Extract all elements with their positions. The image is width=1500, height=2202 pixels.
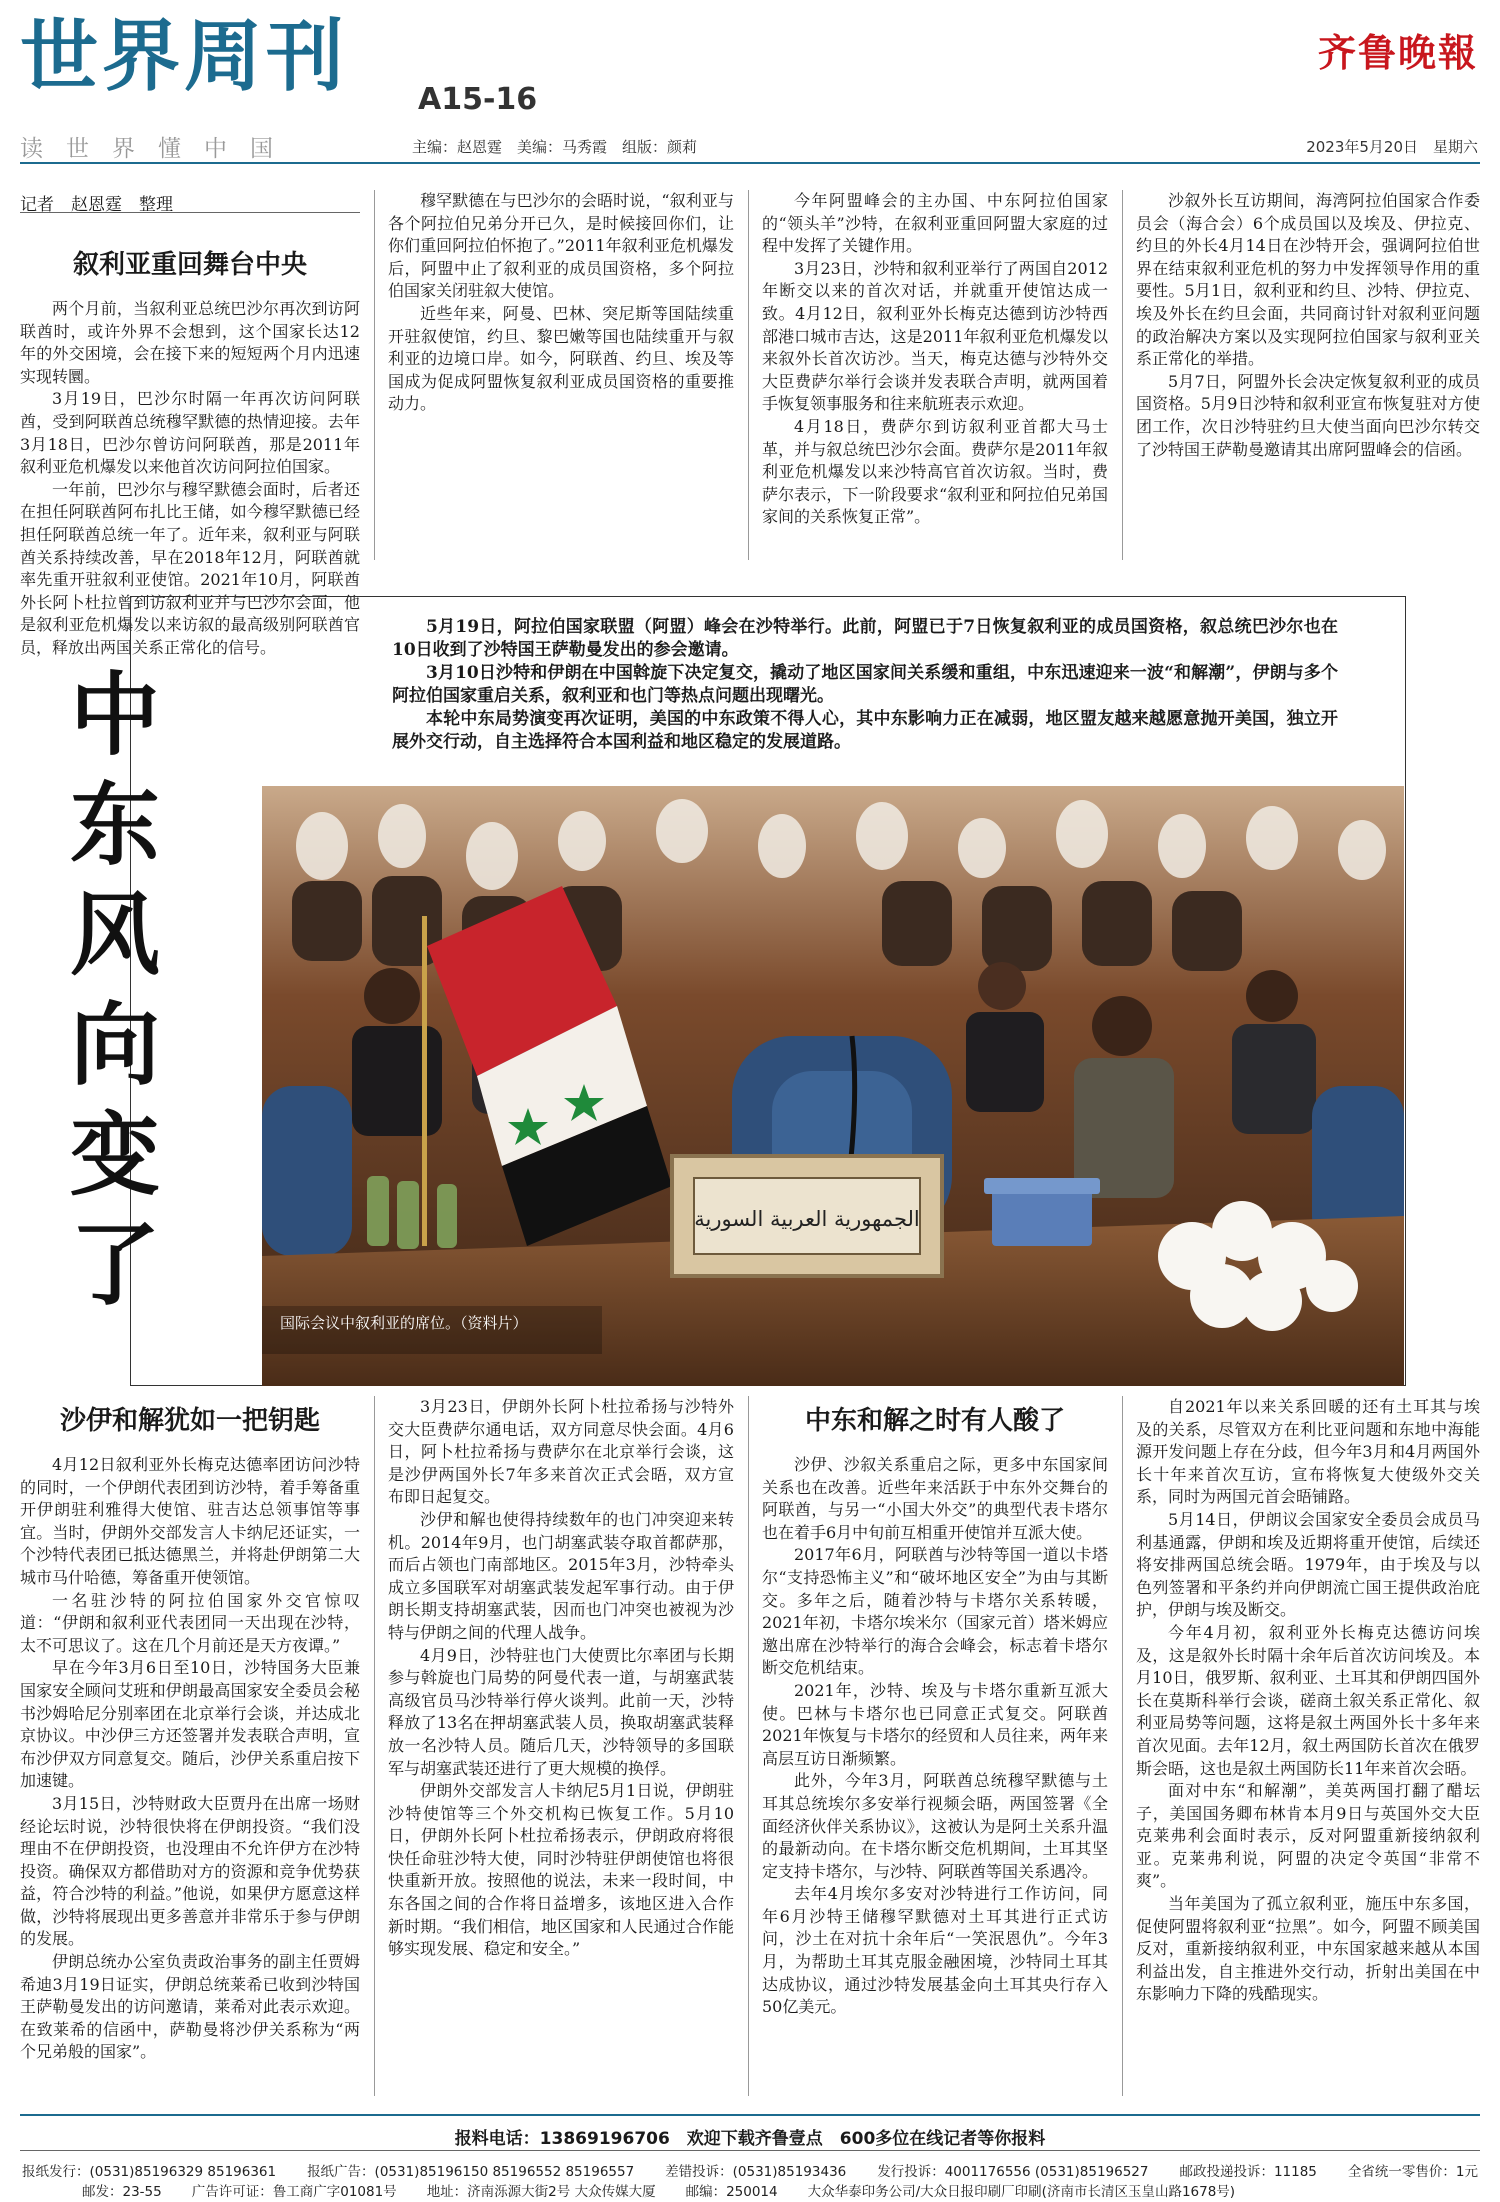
placard-text: الجمهورية العربية السورية <box>694 1207 920 1231</box>
photo-caption: 国际会议中叙利亚的席位。（资料片） <box>280 1314 528 1332</box>
column-divider <box>1122 1396 1123 2096</box>
feature-photo <box>262 786 1404 1386</box>
article-top-col-1 <box>20 240 360 657</box>
article-paragraph: 两个月前，当叙利亚总统巴沙尔再次到访阿联酋时，或许外界不会想到，这个国家长达12年的外交困境，会在接下来的短短两个月内迅速实现转圜。 <box>20 299 360 386</box>
article-bottom-col-1 <box>20 1396 360 2102</box>
column-divider <box>374 190 375 560</box>
article-headline: 叙利亚重回舞台中央 <box>72 250 307 280</box>
footer-item: 报纸广告：(0531)85196150 85196552 85196557 <box>307 2164 635 2180</box>
footer-item: 大众华泰印务公司/大众日报印刷厂印刷(济南市长清区玉皇山路1678号) <box>807 2184 1236 2200</box>
conference-photo <box>262 786 1404 1386</box>
column-divider <box>374 1396 375 2096</box>
article-paragraph: 4月12日叙利亚外长梅克达德率团访问沙特的同时，一个伊朗代表团到访沙特，着手筹备重开伊朗驻利雅得大使馆、驻吉达总领事馆等事宜。当时，伊朗外交部发言人卡纳尼还证实，一个沙特代表团已抵达德黑兰，并将赴伊朗第二大城市马什哈德，筹备重开使领馆。 <box>20 1455 360 1587</box>
article-paragraph: 沙伊、沙叙关系重启之际，更多中东国家间关系也在改善。近些年来活跃于中东外交舞台的阿联酋，与另一“小国大外交”的典型代表卡塔尔也在着手6月中旬前互相重开使馆并互派大使。 <box>762 1455 1108 1542</box>
article-paragraph: 3月15日，沙特财政大臣贾丹在出席一场财经论坛时说，沙特很快将在伊朗投资。“我们没理由不在伊朗投资，也没理由不允许伊方在沙特投资。确保双方都借助对方的资源和竞争优势获益，符合沙特的利益。”他说，如果伊方愿意这样做，沙特将展现出更多善意并非常乐于参与伊朗的发展。 <box>20 1793 360 1949</box>
footer-address <box>22 2180 1478 2200</box>
newspaper-logo: 齐鲁晚報 <box>1317 30 1478 75</box>
column-divider <box>748 1396 749 2096</box>
article-paragraph: 5月14日，伊朗议会国家安全委员会成员马利基通露，伊朗和埃及近期将重开使馆，后续还将安排两国总统会晤。1979年，由于埃及与以色列签署和平条约并向伊朗流亡国王提供政治庇护，伊朗与埃及断交。 <box>1136 1509 1480 1620</box>
byline-divider <box>20 212 360 213</box>
article-paragraph: 一名驻沙特的阿拉伯国家外交官惊叹道：“伊朗和叙利亚代表团同一天出现在沙特，太不可思议了。这在几个月前还是天方夜谭。” <box>20 1590 360 1655</box>
lead-paragraph: 3月10日沙特和伊朗在中国斡旋下决定复交，撬动了地区国家间关系缓和重组，中东迅速迎来一波“和解潮”，伊朗与多个阿拉伯国家重启关系，叙利亚和也门等热点问题出现曙光。 <box>392 663 1338 706</box>
article-paragraph: 自2021年以来关系回暖的还有土耳其与埃及的关系，尽管双方在利比亚问题和东地中海能源开发问题上存在分歧，但今年3月和4月两国外长十年来首次互访，宣布将恢复大使级外交关系，同时为两国元首会晤铺路。 <box>1136 1397 1480 1507</box>
article-paragraph: 3月19日，巴沙尔时隔一年再次访问阿联酋，受到阿联酋总统穆罕默德的热情迎接。去年3月18日，巴沙尔曾访问阿联酋，那是2011年叙利亚危机爆发以来他首次访问阿拉伯国家。 <box>20 389 360 477</box>
article-paragraph: 去年4月埃尔多安对沙特进行工作访问，同年6月沙特王储穆罕默德对土耳其进行正式访问，沙土在对抗十余年后“一笑泯恩仇”。今年3月，为帮助土耳其克服金融困境，沙特同土耳其达成协议，通过沙特发展基金向土耳其央行存入50亿美元。 <box>762 1884 1108 2017</box>
issue-date: 2023年5月20日 星期六 <box>1306 138 1478 156</box>
feature-headline: 中东风向变了 <box>70 662 160 1318</box>
article-top-col-3 <box>762 190 1108 558</box>
column-divider <box>1122 190 1123 560</box>
article-paragraph: 此外，今年3月，阿联酋总统穆罕默德与土耳其总统埃尔多安举行视频会晤，两国签署《全面经济伙伴关系协议》，这被认为是阿土关系升温的最新动向。在卡塔尔断交危机期间，土耳其坚定支持卡塔尔，与沙特、阿联酋等国关系遇冷。 <box>762 1771 1108 1881</box>
masthead-divider <box>20 162 1480 164</box>
footer-divider <box>20 2150 1480 2151</box>
footer-item: 邮政投递投诉：11185 <box>1179 2164 1317 2180</box>
footer-contacts <box>22 2160 1478 2180</box>
editor-credits: 主编：赵恩霆 美编：马秀霞 组版：颜莉 <box>412 138 698 156</box>
article-paragraph: 3月23日，沙特和叙利亚举行了两国自2012年断交以来的首次对话，并就重开使馆达成一致。4月12日，叙利亚外长梅克达德到访沙特西部港口城市吉达，这是2011年叙利亚危机爆发以来叙外长首次访沙。当天，梅克达德与沙特外交大臣费萨尔举行会谈并发表联合声明，就两国着手恢复领事服务和往来航班表示欢迎。 <box>762 258 1108 414</box>
footer-item: 邮发：23-55 <box>82 2184 162 2200</box>
article-paragraph: 沙伊和解也使得持续数年的也门冲突迎来转机。2014年9月，也门胡塞武装夺取首都萨那，而后占领也门南部地区。2015年3月，沙特牵头成立多国联军对胡塞武装发起军事行动。由于伊朗长期支持胡塞武装，因而也门冲突也被视为沙特与伊朗之间的代理人战争。 <box>388 1509 734 1642</box>
article-paragraph: 5月7日，阿盟外长会决定恢复叙利亚的成员国资格。5月9日沙特和叙利亚宣布恢复驻对方使团工作，次日沙特驻约旦大使当面向巴沙尔转交了沙特国王萨勒曼邀请其出席阿盟峰会的信函。 <box>1136 371 1480 459</box>
article-paragraph: 伊朗外交部发言人卡纳尼5月1日说，伊朗驻沙特使馆等三个外交机构已恢复工作。5月10日，伊朗外长阿卜杜拉希扬表示，伊朗政府将很快任命驻沙特大使，同时沙特驻伊朗使馆也将很快重新开放。按照他的说法，未来一段时间，中东各国之间的合作将日益增多，该地区进入合作新时期。“我们相信，地区国家和人民通过合作能够实现发展、稳定和安全。” <box>388 1781 734 1959</box>
article-paragraph: 面对中东“和解潮”，美英两国打翻了醋坛子，美国国务卿布林肯本月9日与英国外交大臣克莱弗利会面时表示，反对阿盟重新接纳叙利亚。克莱弗利说，阿盟的决定令英国“非常不爽”。 <box>1136 1781 1480 1891</box>
article-bottom-col-3 <box>762 1396 1108 2102</box>
article-paragraph: 今年4月初，叙利亚外长梅克达德访问埃及，这是叙外长时隔十余年后首次访问埃及。本月10日，俄罗斯、叙利亚、土耳其和伊朗四国外长在莫斯科举行会谈，磋商土叙关系正常化、叙利亚局势等问题，这将是叙土两国外长十多年来首次见面。去年12月，叙土两国防长首次在俄罗斯会晤，这也是叙土两国防长11年来首次会晤。 <box>1136 1622 1480 1778</box>
article-paragraph: 当年美国为了孤立叙利亚，施压中东多国，促使阿盟将叙利亚“拉黑”。如今，阿盟不顾美国反对，重新接纳叙利亚，中东国家越来越从本国利益出发，自主推进外交行动，折射出美国在中东影响力下降的残酷现实。 <box>1136 1894 1480 2004</box>
article-paragraph: 近些年来，阿曼、巴林、突尼斯等国陆续重开驻叙使馆，约旦、黎巴嫩等国也陆续重开与叙利亚的边境口岸。如今，阿联酋、约旦、埃及等国成为促成阿盟恢复叙利亚成员国资格的重要推动力。 <box>388 303 734 414</box>
footer-item: 地址：济南泺源大街2号 大众传媒大厦 <box>426 2184 656 2200</box>
footer-item: 差错投诉：(0531)85193436 <box>665 2164 847 2180</box>
footer-item: 报纸发行：(0531)85196329 85196361 <box>22 2164 277 2180</box>
footer-divider <box>20 2114 1480 2116</box>
page-number: A15-16 <box>418 82 538 117</box>
column-divider <box>748 190 749 560</box>
article-headline: 沙伊和解犹如一把钥匙 <box>59 1406 320 1436</box>
article-paragraph: 3月23日，伊朗外长阿卜杜拉希扬与沙特外交大臣费萨尔通电话，双方同意尽快会面。4月6日，阿卜杜拉希扬与费萨尔在北京举行会谈，这是沙伊两国外长7年多来首次正式会晤，双方宣布即日起复交。 <box>388 1397 734 1507</box>
article-top-col-2 <box>388 190 734 558</box>
article-paragraph: 4月18日，费萨尔到访叙利亚首都大马士革，并与叙总统巴沙尔会面。费萨尔是2011年叙利亚危机爆发以来沙特高官首次访叙。当时，费萨尔表示，下一阶段要求“叙利亚和阿拉伯兄弟国家间的关系恢复正常”。 <box>762 416 1108 527</box>
feature-lead <box>392 616 1338 754</box>
byline: 记者 赵恩霆 整理 <box>20 195 173 215</box>
footer-item: 全省统一零售价：1元 <box>1347 2164 1478 2180</box>
lead-paragraph: 5月19日，阿拉伯国家联盟（阿盟）峰会在沙特举行。此前，阿盟已于7日恢复叙利亚的成员国资格，叙总统巴沙尔也在10日收到了沙特国王萨勒曼发出的参会邀请。 <box>392 617 1338 660</box>
article-paragraph: 4月9日，沙特驻也门大使贾比尔率团与长期参与斡旋也门局势的阿曼代表一道，与胡塞武装高级官员马沙特举行停火谈判。此前一天，沙特释放了13名在押胡塞武装人员，换取胡塞武装释放一名沙特人员。随后几天，沙特领导的多国联军与胡塞武装还进行了更大规模的换俘。 <box>388 1645 734 1778</box>
news-hotline: 报料电话：13869196706 欢迎下载齐鲁壹点 600多位在线记者等你报料 <box>454 2129 1046 2149</box>
footer-item: 广告许可证：鲁工商广字01081号 <box>191 2184 397 2200</box>
article-bottom-col-4 <box>1136 1396 1480 2102</box>
section-slogan: 读世界懂中国 <box>20 136 296 162</box>
article-paragraph: 2017年6月，阿联酋与沙特等国一道以卡塔尔“支持恐怖主义”和“破坏地区安全”为由与其断交。多年之后，随着沙特与卡塔尔关系转暖，2021年初，卡塔尔埃米尔（国家元首）塔米姆应邀出席在沙特举行的海合会峰会，标志着卡塔尔断交危机结束。 <box>762 1545 1108 1678</box>
article-paragraph: 今年阿盟峰会的主办国、中东阿拉伯国家的“领头羊”沙特，在叙利亚重回阿盟大家庭的过程中发挥了关键作用。 <box>762 191 1108 256</box>
section-title: 世界周刊 <box>20 11 349 102</box>
lead-paragraph: 本轮中东局势演变再次证明，美国的中东政策不得人心，其中东影响力正在减弱，地区盟友越来越愿意抛开美国，独立开展外交行动，自主选择符合本国利益和地区稳定的发展道路。 <box>392 709 1338 752</box>
article-top-col-4 <box>1136 190 1480 558</box>
footer-item: 邮编：250014 <box>685 2184 778 2200</box>
article-bottom-col-2 <box>388 1396 734 2102</box>
article-paragraph: 伊朗总统办公室负责政治事务的副主任贾姆希迪3月19日证实，伊朗总统莱希已收到沙特国王萨勒曼发出的访问邀请，莱希对此表示欢迎。在致莱希的信函中，萨勒曼将沙伊关系称为“两个兄弟般的国家”。 <box>20 1952 360 2062</box>
article-paragraph: 一年前，巴沙尔与穆罕默德会面时，后者还在担任阿联酋阿布扎比王储，如今穆罕默德已经担任阿联酋总统一年了。近年来，叙利亚与阿联酋关系持续改善，早在2018年12月，阿联酋就率先重开驻叙利亚使馆。2021年10月，阿联酋外长阿卜杜拉曾到访叙利亚并与巴沙尔会面，他是叙利亚危机爆发以来访叙的最高级别阿联酋官员，释放出两国关系正常化的信号。 <box>20 479 360 657</box>
article-paragraph: 早在今年3月6日至10日，沙特国务大臣兼国家安全顾问艾班和伊朗最高国家安全委员会秘书沙姆哈尼分别率团在北京举行会谈，并达成北京协议。中沙伊三方还签署并发表联合声明，宣布沙伊双方同意复交。随后，沙伊关系重启按下加速键。 <box>20 1658 360 1791</box>
article-paragraph: 2021年，沙特、埃及与卡塔尔重新互派大使。巴林与卡塔尔也已同意正式复交。阿联酋2021年恢复与卡塔尔的经贸和人员往来，两年来高层互访日渐频繁。 <box>762 1680 1108 1768</box>
article-headline: 中东和解之时有人酸了 <box>804 1406 1065 1436</box>
article-paragraph: 穆罕默德在与巴沙尔的会晤时说，“叙利亚与各个阿拉伯兄弟分开已久，是时候接回你们，让你们重回阿拉伯怀抱了。”2011年叙利亚危机爆发后，阿盟中止了叙利亚的成员国资格，多个阿拉伯国家关闭驻叙大使馆。 <box>388 191 734 301</box>
footer-item: 发行投诉：4001176556 (0531)85196527 <box>877 2164 1149 2180</box>
article-paragraph: 沙叙外长互访期间，海湾阿拉伯国家合作委员会（海合会）6个成员国以及埃及、伊拉克、约旦的外长4月14日在沙特开会，强调阿拉伯世界在结束叙利亚危机的努力中发挥领导作用的重要性。5月1日，叙利亚和约旦、沙特、伊拉克、埃及外长在约旦会面，共同商讨针对叙利亚问题的政治解决方案以及实现阿拉伯国家与叙利亚关系正常化的举措。 <box>1136 191 1480 369</box>
